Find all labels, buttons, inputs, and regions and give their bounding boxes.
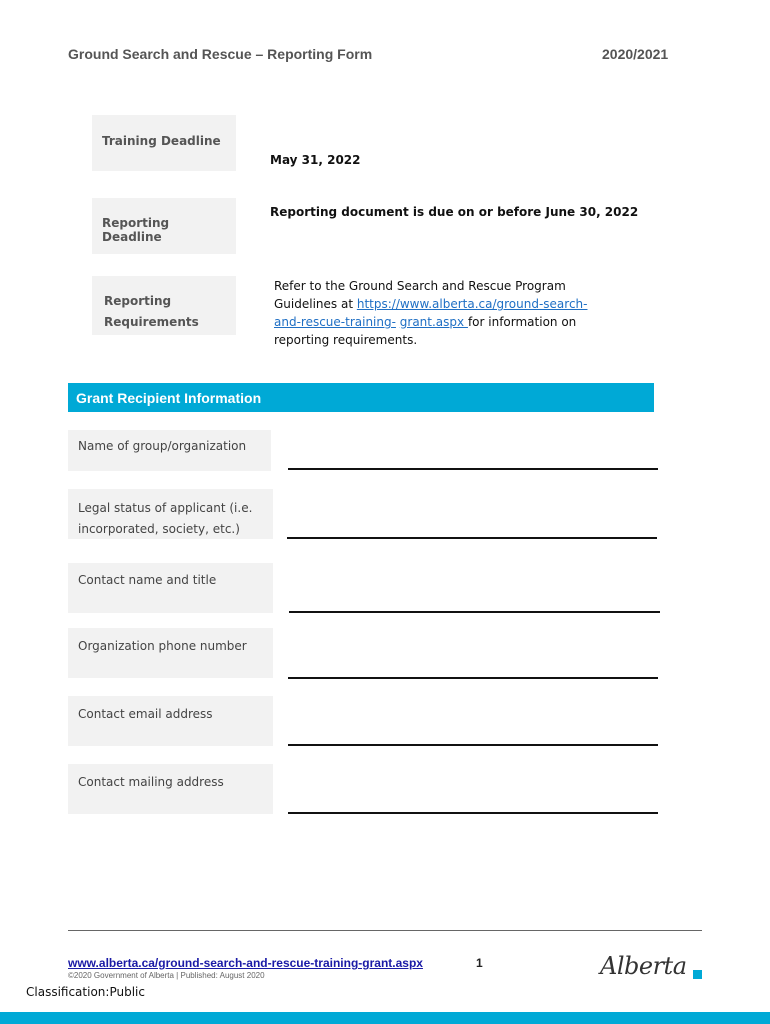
name-of-group-label: [68, 430, 271, 471]
reporting-deadline-value: Reporting document is due on or before June 30, 2022: [270, 205, 639, 219]
alberta-logo-square-icon: [693, 970, 702, 979]
requirements-text-after: for information on reporting requirements.: [274, 315, 577, 347]
footer-website-link[interactable]: www.alberta.ca/ground-search-and-rescue-training-grant.aspx: [68, 956, 423, 970]
email-field[interactable]: [288, 744, 658, 746]
classification-label: Classification:Public: [26, 985, 145, 999]
phone-label-text: Organization phone number: [78, 639, 247, 653]
legal-status-label-line2: incorporated, society, etc.): [78, 522, 240, 536]
contact-name-field[interactable]: [289, 611, 660, 613]
footer-copyright: ©2020 Government of Alberta | Published: August 2020: [68, 971, 265, 980]
section-banner: [68, 383, 654, 412]
reporting-deadline-label-text: Reporting Deadline: [102, 216, 170, 244]
guidelines-link[interactable]: https://www.alberta.ca/ground-search-and-rescue-training-: [274, 297, 588, 329]
legal-status-field[interactable]: [287, 537, 657, 539]
name-of-group-label-text: Name of group/organization: [78, 439, 247, 453]
training-deadline-label: [92, 115, 236, 171]
reporting-requirements-label-line1: Reporting: [104, 294, 172, 308]
training-deadline-value: May 31, 2022: [270, 153, 361, 167]
reporting-requirements-text: [274, 277, 594, 349]
page-number: 1: [476, 956, 483, 970]
bottom-accent-bar: [0, 1012, 770, 1024]
training-deadline-label-text: Training Deadline: [102, 134, 221, 148]
reporting-requirements-label: [92, 276, 236, 335]
guidelines-link-continued[interactable]: grant.aspx: [399, 315, 468, 329]
name-of-group-field[interactable]: [288, 468, 658, 470]
document-year: 2020/2021: [602, 46, 669, 62]
phone-label: [68, 628, 273, 678]
email-label-text: Contact email address: [78, 707, 213, 721]
requirements-text-before: Refer to the Ground Search and Rescue Program Guidelines at: [274, 279, 566, 311]
section-title: Grant Recipient Information: [76, 390, 262, 406]
legal-status-label: [68, 489, 273, 539]
mailing-address-label-text: Contact mailing address: [78, 775, 224, 789]
reporting-requirements-label-line2: Requirements: [104, 315, 199, 329]
email-label: [68, 696, 273, 746]
contact-name-label: [68, 563, 273, 613]
mailing-address-field[interactable]: [288, 812, 658, 814]
phone-field[interactable]: [288, 677, 658, 679]
legal-status-label-line1: Legal status of applicant (i.e.: [78, 501, 253, 515]
footer-divider: [68, 930, 702, 931]
alberta-logo: Alberta: [600, 952, 687, 980]
reporting-deadline-label: [92, 198, 236, 254]
document-title: Ground Search and Rescue – Reporting Form: [68, 46, 373, 62]
contact-name-label-text: Contact name and title: [78, 573, 217, 587]
mailing-address-label: [68, 764, 273, 814]
